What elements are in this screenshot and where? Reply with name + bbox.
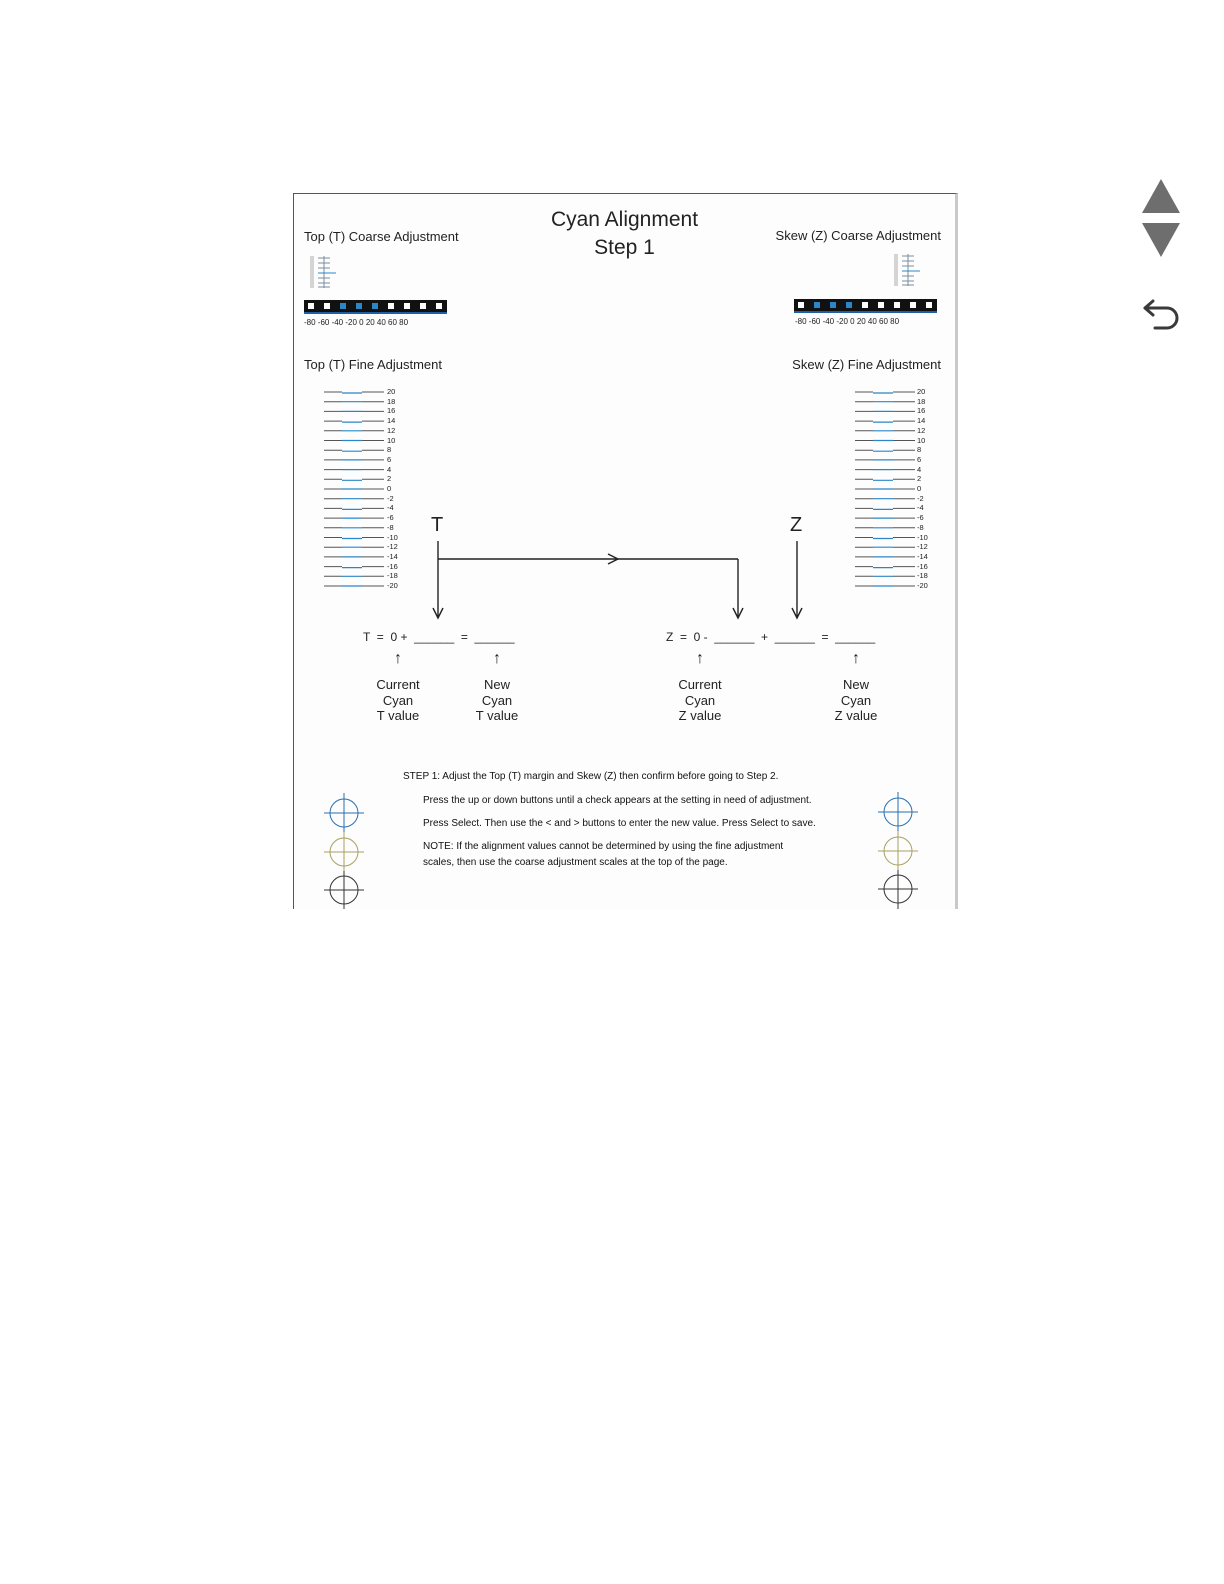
arrow-up-icon: ↑ [696,650,704,667]
fine-value-label: -4 [917,503,924,513]
caption-new-z: New Cyan Z value [834,677,878,723]
fine-value-label: -6 [387,513,394,523]
fine-value-label: 4 [387,464,392,474]
fine-value-label: -2 [917,493,924,503]
fine-value-label: 8 [917,445,922,455]
fine-value-label: -14 [917,551,928,561]
fine-value-label: -12 [387,542,398,552]
fine-value-label: 2 [387,474,392,484]
fine-value-label: 2 [917,474,922,484]
sheet-title-line1: Cyan Alignment [550,208,699,231]
fine-value-label: 6 [917,454,922,464]
fine-value-label: -18 [917,571,928,581]
step1-heading: STEP 1: Adjust the Top (T) margin and Skew (Z) then confirm before going to Step 2. [403,771,779,782]
step1-note1: NOTE: If the alignment values cannot be determined by using the fine adjustment [423,841,784,852]
fine-value-label: -2 [387,493,394,503]
arrow-up-icon: ↑ [493,650,501,667]
alignment-sheet [293,193,958,909]
t-equation: T = 0 + ______ = ______ [363,630,515,644]
fine-value-label: 10 [387,435,396,445]
fine-value-label: 16 [917,406,926,416]
sheet-title-line2: Step 1 [594,236,655,259]
caption-new-t: New Cyan T value [475,677,519,723]
letter-t: T [431,514,444,536]
fine-value-label: 18 [387,396,396,406]
fine-value-label: 14 [387,416,396,426]
fine-value-label: 16 [387,406,396,416]
caption-current-z: Current Cyan Z value [678,677,722,723]
skew-coarse-label: Skew (Z) Coarse Adjustment [775,228,941,243]
fine-value-label: -10 [387,532,398,542]
fine-value-label: 12 [387,425,396,435]
skew-coarse-ticks: -80 -60 -40 -20 0 20 40 60 80 [795,317,900,326]
fine-value-label: 12 [917,425,926,435]
arrow-up-icon: ↑ [394,650,402,667]
fine-value-label: 18 [917,396,926,406]
fine-value-label: -16 [387,561,398,571]
fine-value-label: 20 [387,387,396,396]
fine-value-label: 8 [387,445,392,455]
caption-current-t: Current Cyan T value [376,677,420,723]
fine-value-label: -4 [387,503,394,513]
fine-value-label: -10 [917,532,928,542]
fine-value-label: 0 [387,484,392,494]
fine-value-label: 10 [917,435,926,445]
fine-value-label: -20 [917,581,928,591]
fine-value-label: -16 [917,561,928,571]
fine-value-label: -20 [387,581,398,591]
step1-note2: scales, then use the coarse adjustment scales at the top of the page. [423,857,728,868]
step1-line1: Press the up or down buttons until a check appears at the setting in need of adjustment. [423,795,812,806]
top-fine-label: Top (T) Fine Adjustment [304,357,442,372]
fine-value-label: 20 [917,387,926,396]
z-equation: Z = 0 - ______ + ______ = ______ [666,630,876,644]
fine-value-label: -8 [387,522,394,532]
fine-value-label: 14 [917,416,926,426]
arrow-up-icon: ↑ [852,650,860,667]
return-arrow-icon[interactable] [1141,298,1183,334]
fine-value-label: -6 [917,513,924,523]
registration-marks-left [322,792,366,909]
top-coarse-ticks: -80 -60 -40 -20 0 20 40 60 80 [304,318,409,327]
top-coarse-label: Top (T) Coarse Adjustment [304,229,459,244]
registration-marks-right [876,791,920,909]
fine-value-label: -14 [387,551,398,561]
fine-value-label: -12 [917,542,928,552]
fine-value-label: -18 [387,571,398,581]
fine-value-label: 0 [917,484,922,494]
letter-z: Z [790,514,803,536]
fine-value-label: -8 [917,522,924,532]
skew-fine-label: Skew (Z) Fine Adjustment [792,357,941,372]
fine-value-label: 4 [917,464,922,474]
triangle-down-icon[interactable] [1140,221,1182,259]
step1-line2: Press Select. Then use the < and > buttons to enter the new value. Press Select to save. [423,818,816,829]
fine-value-label: 6 [387,454,392,464]
triangle-up-icon[interactable] [1140,177,1182,215]
